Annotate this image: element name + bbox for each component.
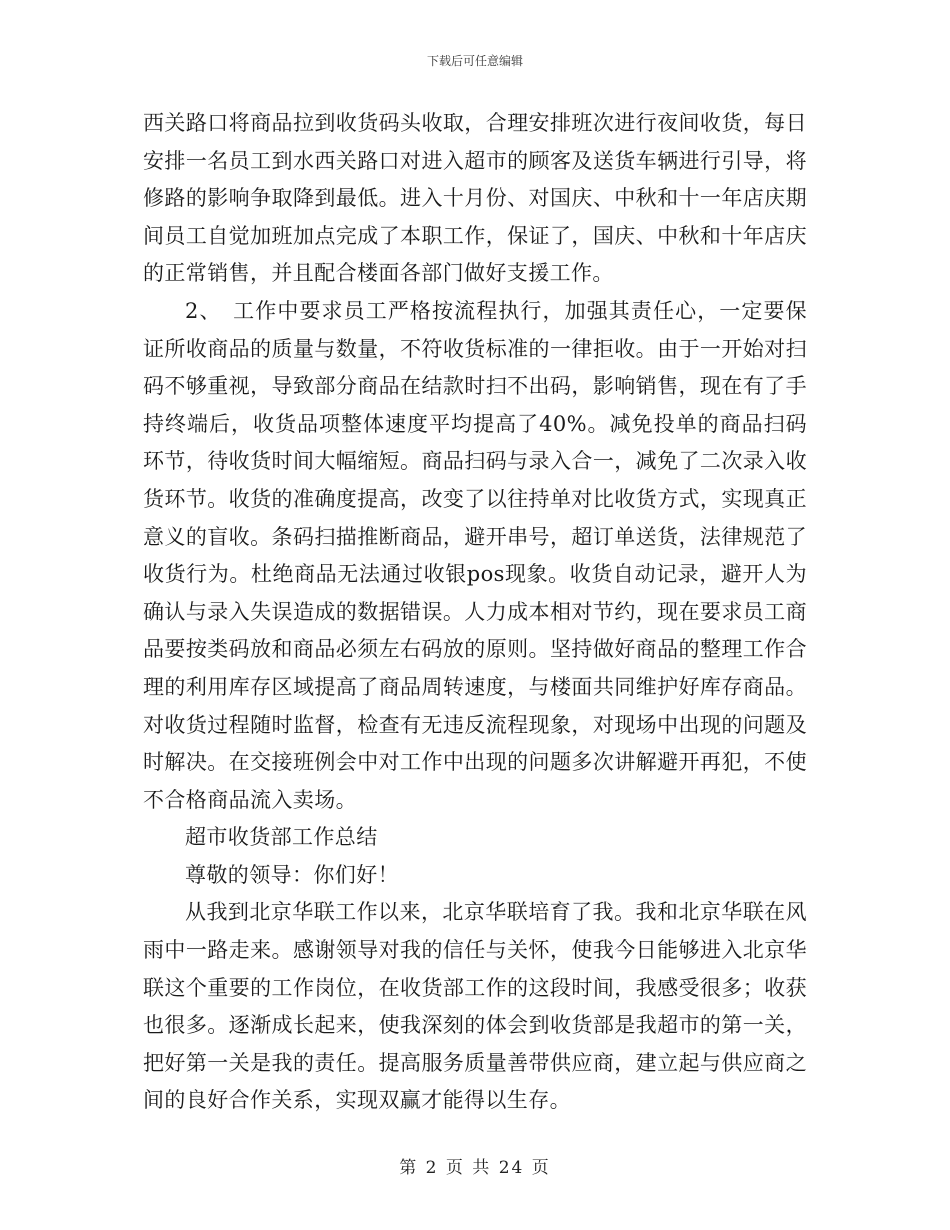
paragraph-1: 西关路口将商品拉到收货码头收取，合理安排班次进行夜间收货，每日安排一名员工到水西关路口对进入超市的顾客及送货车辆进行引导，将修路的影响争取降到最低。进入十月份、对国庆、中秋和十一年店庆期间员工自觉加班加点完成了本职工作，保证了，国庆、中秋和十年店庆的正常销售，并且配合楼面各部门做好支援工作。 (143, 111, 807, 286)
salutation: 尊敬的领导：你们好！ (185, 862, 399, 887)
page-header-note: 下载后可任意编辑 (426, 54, 523, 68)
page-number-footer: 第 2 页 共 24 页 (399, 1158, 551, 1178)
section-title: 超市收货部工作总结 (185, 825, 378, 850)
paragraph-2: 2、 工作中要求员工严格按流程执行，加强其责任心，一定要保证所收商品的质量与数量，不符收货标准的一律拒收。由于一开始对扫码不够重视，导致部分商品在结款时扫不出码，影响销售，现在有了手持终端后，收货品项整体速度平均提高了40%。减免投单的商品扫码环节，待收货时间大幅缩短。商品扫码与录入合一，减免了二次录入收货环节。收货的准确度提高，改变了以往持单对比收货方式，实现真正意义的盲收。条码扫描推断商品，避开串号，超订单送货，法律规范了收货行为。杜绝商品无法通过收银pos现象。收货自动记录，避开人为确认与录入失误造成的数据错误。人力成本相对节约，现在要求员工商品要按类码放和商品必须左右码放的原则。坚持做好商品的整理工作合理的利用库存区域提高了商品周转速度，与楼面共同维护好库存商品。对收货过程随时监督，检查有无违反流程现象，对现场中出现的问题及时解决。在交接班例会中对工作中出现的问题多次讲解避开再犯，不使不合格商品流入卖场。 (143, 298, 807, 812)
document-body (143, 105, 807, 1120)
paragraph-3: 从我到北京华联工作以来，北京华联培育了我。我和北京华联在风雨中一路走来。感谢领导对我的信任与关怀，使我今日能够进入北京华联这个重要的工作岗位，在收货部工作的这段时间，我感受很多；收获也很多。逐渐成长起来，使我深刻的体会到收货部是我超市的第一关，把好第一关是我的责任。提高服务质量善带供应商，建立起与供应商之间的良好合作关系，实现双赢才能得以生存。 (143, 900, 807, 1113)
